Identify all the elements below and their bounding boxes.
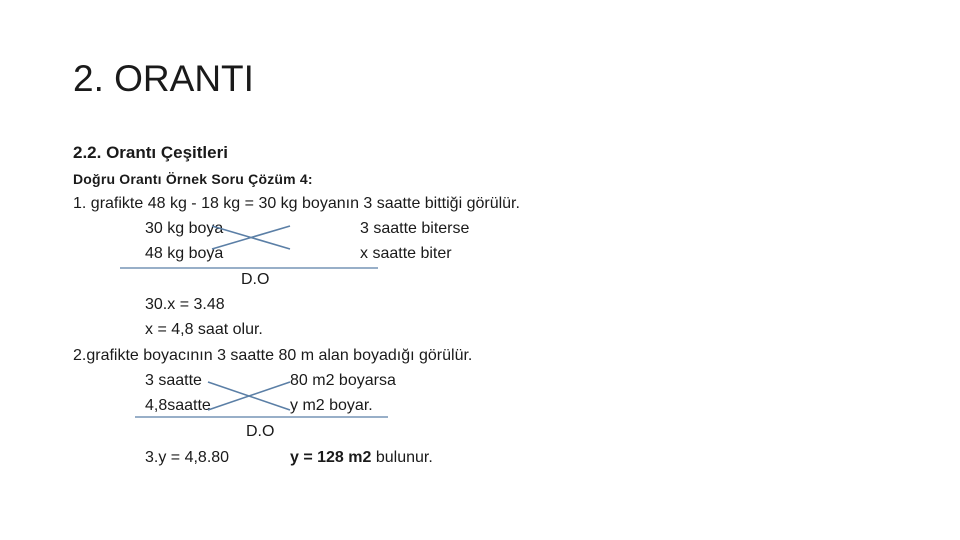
- part2-intro: 2.grafikte boyacının 3 saatte 80 m alan boyadığı görülür.: [73, 347, 473, 364]
- part2-equation: 3.y = 4,8.80: [145, 449, 230, 466]
- section-subtitle: 2.2. Orantı Çeşitleri: [73, 143, 228, 162]
- part2-result: [290, 450, 433, 466]
- part1-cross-line-b: [212, 226, 290, 249]
- part2-result-bold: y = 128 m2: [290, 449, 372, 466]
- page-title: 2. ORANTI: [73, 58, 254, 99]
- part1-relation: D.O: [241, 271, 270, 288]
- part1-row1-left: 30 kg boya: [145, 220, 224, 237]
- part2-row2-left: 4,8saatte: [145, 397, 211, 414]
- part1-result: x = 4,8 saat olur.: [145, 321, 263, 338]
- part1-intro: 1. grafikte 48 kg - 18 kg = 30 kg boyanın 3 saatte bittiği görülür.: [73, 195, 520, 212]
- part2-row1-right: 80 m2 boyarsa: [290, 372, 396, 389]
- part1-cross-line-a: [212, 226, 290, 249]
- part2-row1-left: 3 saatte: [145, 372, 202, 389]
- part2-relation: D.O: [246, 423, 275, 440]
- part1-row2-left: 48 kg boya: [145, 245, 224, 262]
- example-label: Doğru Orantı Örnek Soru Çözüm 4:: [73, 171, 313, 187]
- part2-cross-line-a: [208, 382, 290, 410]
- part2-cross-line-b: [208, 382, 290, 410]
- part1-row2-right: x saatte biter: [360, 245, 452, 262]
- part2-row2-right: y m2 boyar.: [290, 397, 373, 414]
- part1-equation: 30.x = 3.48: [145, 296, 225, 313]
- part1-row1-right: 3 saatte biterse: [360, 220, 470, 237]
- part2-result-rest: bulunur.: [371, 449, 433, 466]
